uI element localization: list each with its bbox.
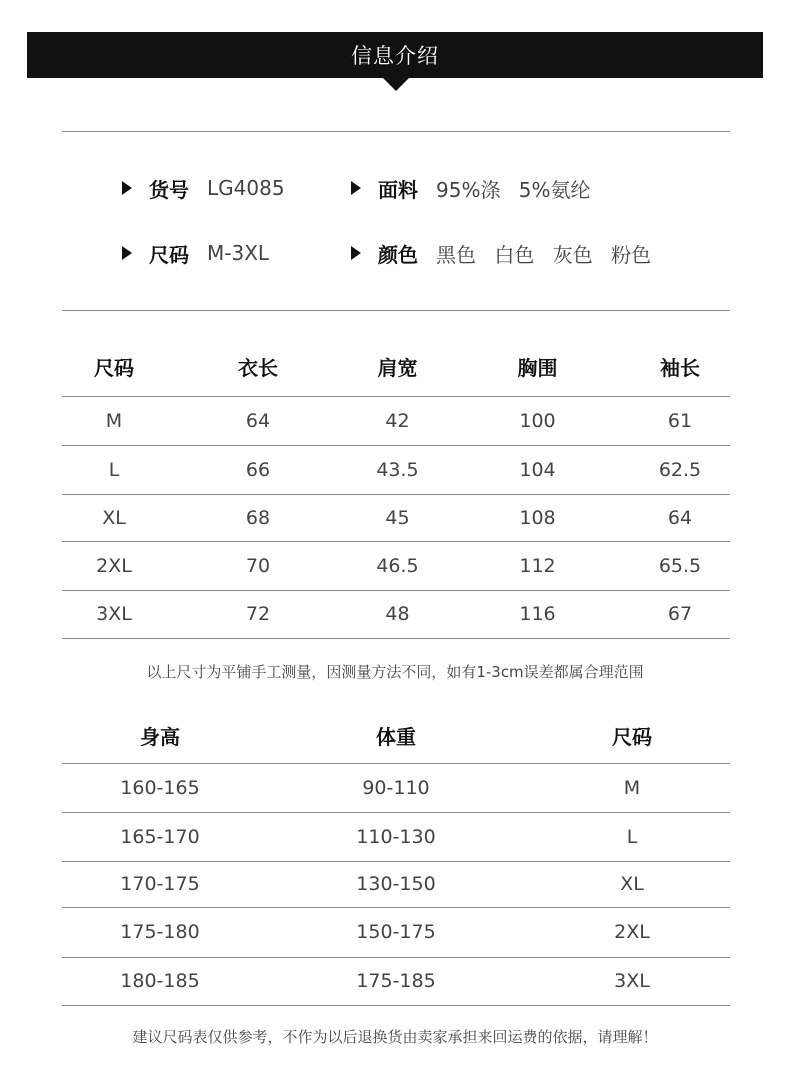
table-row [62, 590, 730, 638]
table-cell: 43.5 [350, 445, 445, 494]
column-header: 身高 [62, 708, 258, 763]
banner-notch [383, 78, 409, 91]
table-cell: 108 [445, 494, 630, 541]
table-cell: XL [62, 494, 166, 541]
table-cell: 130-150 [258, 861, 534, 907]
table-cell: L [62, 445, 166, 494]
size-fit-table [62, 708, 730, 1006]
column-header: 肩宽 [350, 338, 445, 396]
banner-title: 信息介绍 [351, 44, 439, 68]
info-item-fabric [351, 173, 591, 203]
table-cell: 116 [445, 590, 630, 638]
column-header: 袖长 [630, 338, 730, 396]
table-cell: 90-110 [258, 763, 534, 812]
divider-top [62, 131, 730, 132]
info-value: LG4085 [207, 176, 285, 200]
divider-info [62, 310, 730, 311]
column-header: 衣长 [166, 338, 350, 396]
table-cell: 72 [166, 590, 350, 638]
table-cell: 3XL [534, 957, 730, 1005]
table-cell: 180-185 [62, 957, 258, 1005]
table-cell: 68 [166, 494, 350, 541]
table-cell: 70 [166, 541, 350, 590]
triangle-bullet-icon [351, 181, 361, 195]
table-row [62, 763, 730, 812]
table-row [62, 445, 730, 494]
column-header: 胸围 [445, 338, 630, 396]
table-cell: 48 [350, 590, 445, 638]
table-cell: 62.5 [630, 445, 730, 494]
table-cell: 2XL [534, 907, 730, 957]
column-header: 尺码 [534, 708, 730, 763]
table-cell: 110-130 [258, 812, 534, 861]
table-row [62, 396, 730, 445]
table-cell: 170-175 [62, 861, 258, 907]
table-cell: 150-175 [258, 907, 534, 957]
column-header: 体重 [258, 708, 534, 763]
info-item-size [122, 238, 269, 268]
table-cell: M [534, 763, 730, 812]
table-cell: 160-165 [62, 763, 258, 812]
info-label: 面料 [378, 177, 418, 202]
table-cell: 165-170 [62, 812, 258, 861]
table-cell: 175-185 [258, 957, 534, 1005]
table-cell: 112 [445, 541, 630, 590]
table-row [62, 907, 730, 957]
table-row [62, 494, 730, 541]
triangle-bullet-icon [351, 246, 361, 260]
table-cell: 61 [630, 396, 730, 445]
table-cell: 100 [445, 396, 630, 445]
table-row [62, 957, 730, 1005]
table-header-row [62, 708, 730, 763]
measurement-note: 以上尺寸为平铺手工测量，因测量方法不同，如有1-3cm误差都属合理范围 [146, 663, 644, 681]
table-cell: 42 [350, 396, 445, 445]
table-cell: 64 [630, 494, 730, 541]
table-cell: 3XL [62, 590, 166, 638]
table-cell: 64 [166, 396, 350, 445]
table-row [62, 541, 730, 590]
table-cell: 66 [166, 445, 350, 494]
table-cell: L [534, 812, 730, 861]
table-cell: M [62, 396, 166, 445]
table-cell: 46.5 [350, 541, 445, 590]
table-header-row [62, 338, 730, 396]
table-row [62, 812, 730, 861]
triangle-bullet-icon [122, 246, 132, 260]
disclaimer-note: 建议尺码表仅供参考，不作为以后退换货由卖家承担来回运费的依据，请理解！ [132, 1028, 658, 1046]
table-cell: 67 [630, 590, 730, 638]
table-cell: 2XL [62, 541, 166, 590]
size-measurement-table [62, 338, 730, 639]
section-banner [27, 32, 763, 78]
table-cell: 45 [350, 494, 445, 541]
table-cell: XL [534, 861, 730, 907]
column-header: 尺码 [62, 338, 166, 396]
info-value: 95%涤 5%氨纶 [436, 177, 591, 202]
table-cell: 104 [445, 445, 630, 494]
table-cell: 175-180 [62, 907, 258, 957]
info-item-color [351, 238, 651, 268]
table-cell: 65.5 [630, 541, 730, 590]
table-row [62, 861, 730, 907]
info-label: 尺码 [149, 242, 189, 267]
info-label: 货号 [149, 177, 189, 202]
triangle-bullet-icon [122, 181, 132, 195]
info-label: 颜色 [378, 242, 418, 267]
info-item-sku [122, 173, 285, 203]
info-value: 黑色 白色 灰色 粉色 [436, 242, 652, 267]
info-value: M-3XL [207, 241, 270, 265]
